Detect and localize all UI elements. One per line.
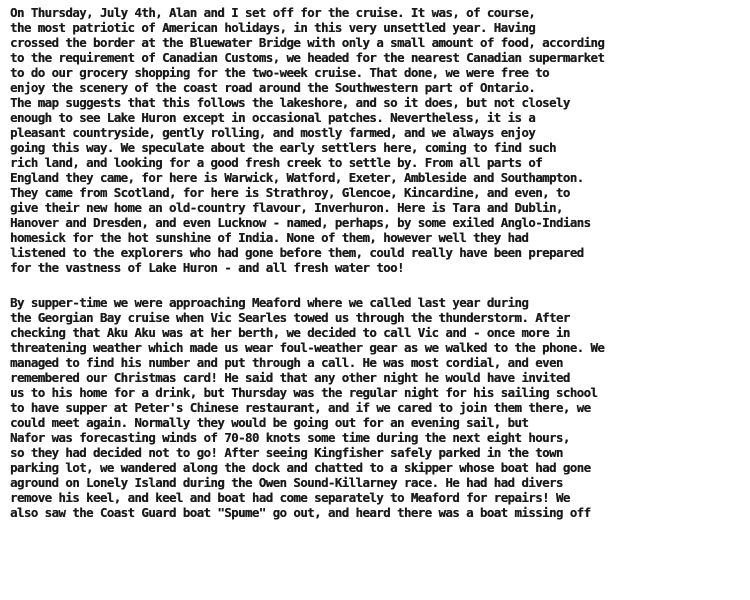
text-line: rich land, and looking for a good fresh creek to settle by. From all parts of — [10, 155, 543, 170]
text-line: for the vastness of Lake Huron - and all fresh water too! — [10, 260, 404, 275]
text-line: the Georgian Bay cruise when Vic Searles towed us through the thunderstorm. After — [10, 310, 570, 325]
text-line: could meet again. Normally they would be going out for an evening sail, but — [10, 415, 529, 430]
text-line: remembered our Christmas card! He said that any other night he would have invited — [10, 370, 570, 385]
text-line: The map suggests that this follows the lakeshore, and so it does, but not closely — [10, 95, 570, 110]
text-line: enough to see Lake Huron except in occasional patches. Nevertheless, it is a — [10, 110, 536, 125]
text-line: so they had decided not to go! After seeing Kingfisher safely parked in the town — [10, 445, 563, 460]
text-line: to the requirement of Canadian Customs, we headed for the nearest Canadian supermarket — [10, 50, 605, 65]
text-line: aground on Lonely Island during the Owen Sound-Killarney race. He had had divers — [10, 475, 563, 490]
text-line: to have supper at Peter's Chinese restaurant, and if we cared to join them there, we — [10, 400, 591, 415]
text-line: checking that Aku Aku was at her berth, we decided to call Vic and - once more in — [10, 325, 570, 340]
text-line: managed to find his number and put through a call. He was most cordial, and even — [10, 355, 563, 370]
text-line: enjoy the scenery of the coast road around the Southwestern part of Ontario. — [10, 80, 536, 95]
text-line: parking lot, we wandered along the dock and chatted to a skipper whose boat had gone — [10, 460, 591, 475]
text-line: Hanover and Dresden, and even Lucknow - named, perhaps, by some exiled Anglo-Indians — [10, 215, 591, 230]
text-line: listened to the explorers who had gone before them, could really have been prepared — [10, 245, 584, 260]
text-line: Nafor was forecasting winds of 70-80 knots some time during the next eight hours, — [10, 430, 570, 445]
text-line: They came from Scotland, for here is Strathroy, Glencoe, Kincardine, and even, to — [10, 185, 570, 200]
text-line: homesick for the hot sunshine of India. None of them, however well they had — [10, 230, 529, 245]
text-line: pleasant countryside, gently rolling, and mostly farmed, and we always enjoy — [10, 125, 536, 140]
text-line: remove his keel, and keel and boat had come separately to Meaford for repairs! We — [10, 490, 570, 505]
text-line: to do our grocery shopping for the two-week cruise. That done, we were free to — [10, 65, 549, 80]
text-line: the most patriotic of American holidays, in this very unsettled year. Having — [10, 20, 536, 35]
text-line: give their new home an old-country flavour, Inverhuron. Here is Tara and Dublin, — [10, 200, 563, 215]
text-line: threatening weather which made us wear foul-weather gear as we walked to the phone. We — [10, 340, 605, 355]
text-line: England they came, for here is Warwick, Watford, Exeter, Ambleside and Southampton. — [10, 170, 584, 185]
text-line: crossed the border at the Bluewater Bridge with only a small amount of food, according — [10, 35, 605, 50]
text-line: also saw the Coast Guard boat "Spume" go out, and heard there was a boat missing off — [10, 505, 591, 520]
text-line: us to his home for a drink, but Thursday was the regular night for his sailing school — [10, 385, 598, 400]
text-line: On Thursday, July 4th, Alan and I set off for the cruise. It was, of course, — [10, 5, 536, 20]
text-line: going this way. We speculate about the early settlers here, coming to find such — [10, 140, 556, 155]
text-line: By supper-time we were approaching Meaford where we called last year during — [10, 295, 529, 310]
